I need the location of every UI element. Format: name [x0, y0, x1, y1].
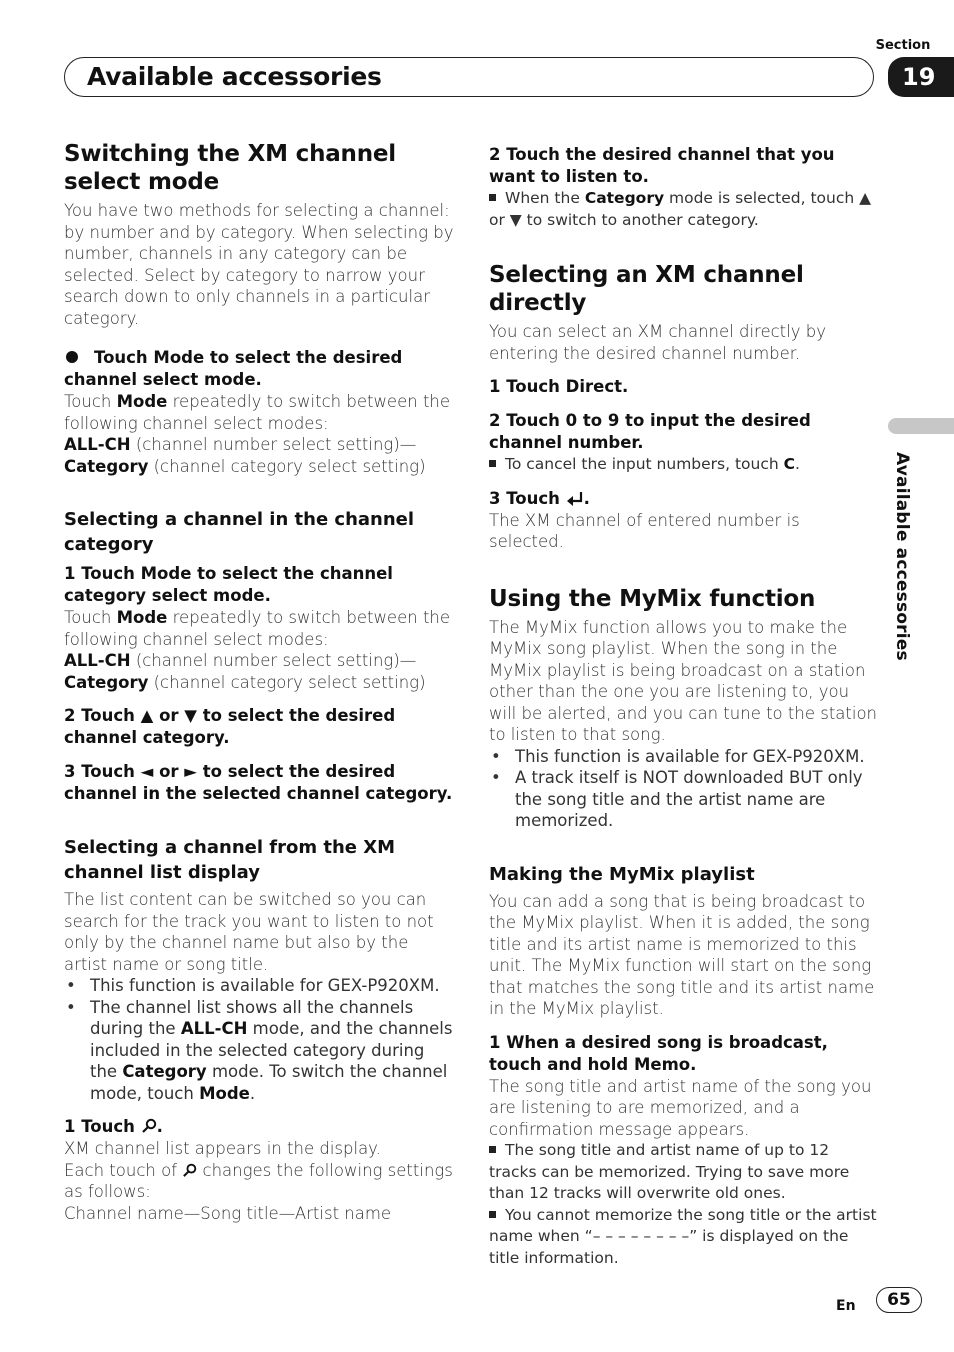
list-item: • This function is available for GEX-P920XM. [489, 746, 877, 768]
language-label: En [836, 1298, 856, 1314]
right-column [489, 144, 877, 1269]
note-square-icon [489, 1211, 496, 1218]
paragraph-allch: ALL-CH (channel number select setting)— [64, 435, 417, 454]
search-icon [141, 1118, 157, 1134]
paragraph-order: Channel name—Song title—Artist name [64, 1203, 392, 1223]
paragraph-category-2: Category (channel category select setting) [64, 672, 426, 692]
heading-switching-mode: Switching the XM channel select mode [64, 141, 396, 195]
section-number: 19 [902, 63, 936, 91]
paragraph-touch-mode: Touch Mode repeatedly to switch between the following channel select modes: [64, 392, 451, 433]
paragraph-allch-2: ALL-CH (channel number select setting)— [64, 651, 417, 670]
note-category: When the Category mode is selected, touch ▲ or ▼ to switch to another category. [489, 189, 872, 229]
step2-direct: 2 Touch 0 to 9 to input the desired channel number. [489, 411, 811, 452]
list-item: • A track itself is NOT downloaded BUT only the song title and the artist name are memorized. [489, 767, 877, 832]
note-dash: You cannot memorize the song title or the artist name when “– – – – – – – –” is displayed on the title information. [489, 1205, 877, 1267]
paragraph-category: Category (channel category select setting) [64, 456, 426, 476]
heading-select-list: Selecting a channel from the XM channel list display [64, 837, 396, 883]
search-icon [182, 1163, 197, 1178]
heading-direct: Selecting an XM channel directly [489, 262, 804, 316]
step3-direct: 3 Touch . [489, 488, 590, 508]
section-number-tab [888, 57, 954, 97]
paragraph-mymix: The MyMix function allows you to make the MyMix song playlist. When the song in the MyMix playlist is being broadcast on a station other than the one you are listening to, you will be alerted, and you can tune to the station to listen to that song. [489, 617, 878, 744]
note-cancel: To cancel the input numbers, touch C. [489, 454, 877, 476]
note-square-icon [489, 460, 496, 467]
paragraph-touch-mode-2: Touch Mode repeatedly to switch between the following channel select modes: [64, 608, 451, 649]
step3-category: 3 Touch ◄ or ► to select the desired channel in the selected channel category. [64, 762, 453, 803]
step1-direct: 1 Touch Direct. [489, 377, 629, 396]
bullet-dot-icon [66, 351, 78, 363]
step1-list: 1 Touch . [64, 1117, 163, 1136]
paragraph-list-intro: The list content can be switched so you can search for the track you want to listen to not only by the channel name but also by the artist name or song title. [64, 890, 434, 974]
section-label: Section [875, 38, 931, 53]
sidebar-marker [888, 418, 954, 434]
paragraph-switching-intro: You have two methods for selecting a channel: by number and by category. When selecting by number, channels in any category can be selected. Select by category to narrow your search down to only channels in a particular category. [64, 201, 454, 328]
paragraph-list-appears: XM channel list appears in the display. [64, 1139, 381, 1158]
enter-icon [566, 490, 584, 506]
page-title: Available accessories [87, 62, 382, 91]
step1-memo: 1 When a desired song is broadcast, touch and hold Memo. [489, 1032, 828, 1074]
list-item: • The channel list shows all the channels during the ALL-CH mode, and the channels included in the selected category during the Category mode. To switch the channel mode, touch Mode. [64, 997, 456, 1105]
left-column [64, 140, 456, 1224]
heading-mymix: Using the MyMix function [489, 585, 816, 612]
paragraph-memo: The song title and artist name of the song you are listening to are memorized, and a confirmation message appears. [489, 1076, 872, 1139]
step2-category: 2 Touch ▲ or ▼ to select the desired channel category. [64, 706, 396, 747]
page-number: 65 [876, 1287, 922, 1313]
step-touch-mode: Touch Mode to select the desired channel select mode. [64, 348, 403, 389]
step1-category: 1 Touch Mode to select the channel category select mode. [64, 564, 393, 605]
sidebar-label: Available accessories [892, 452, 912, 661]
header-title-box [64, 57, 874, 97]
note-square-icon [489, 194, 496, 201]
list-item: • This function is available for GEX-P920XM. [64, 975, 456, 997]
heading-making-playlist: Making the MyMix playlist [489, 863, 755, 885]
heading-select-category: Selecting a channel in the channel category [64, 509, 415, 555]
paragraph-direct: You can select an XM channel directly by entering the desired channel number. [489, 322, 826, 363]
paragraph-making: You can add a song that is being broadcast to the MyMix playlist. When it is added, the song title and its artist name is memorized to this unit. The MyMix function will start on the song that matches the song title and its artist name in the MyMix playlist. [489, 891, 875, 1018]
paragraph-each-touch: Each touch of changes the following settings as follows: [64, 1160, 453, 1201]
step2-listen: 2 Touch the desired channel that you want to listen to. [489, 145, 835, 186]
note-12-tracks: The song title and artist name of up to 12 tracks can be memorized. Trying to save more than 12 tracks will overwrite old ones. [489, 1141, 850, 1202]
paragraph-entered: The XM channel of entered number is selected. [489, 510, 800, 551]
note-square-icon [489, 1146, 496, 1153]
